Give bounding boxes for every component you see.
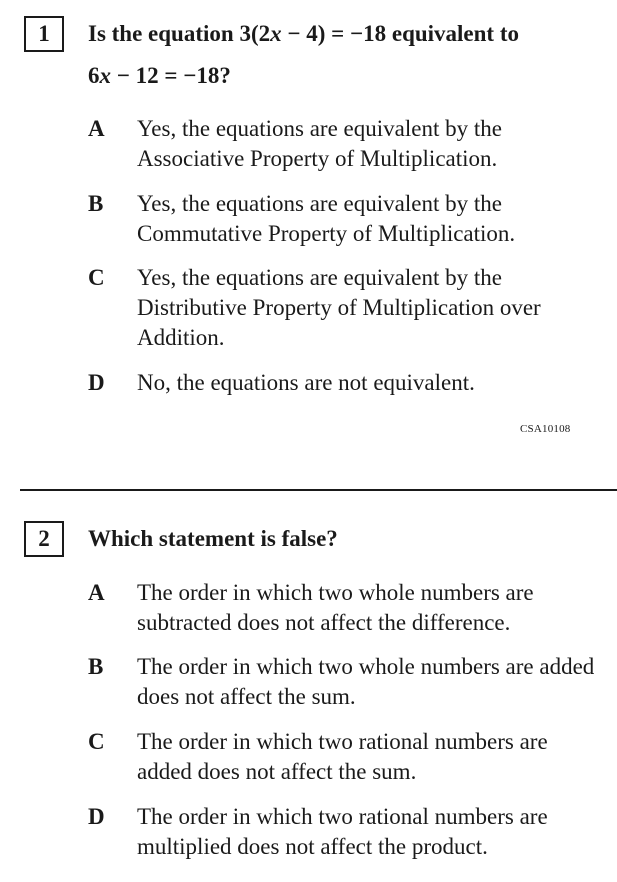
choice-letter: D xyxy=(88,804,105,829)
choice-letter: C xyxy=(88,729,105,754)
equation-1 xyxy=(239,21,386,46)
equation-1-right: − 4) = −18 xyxy=(281,21,387,46)
equation-1-variable: x xyxy=(270,21,282,46)
question-number: 1 xyxy=(24,16,64,52)
choice-text: Yes, the equations are equivalent by the Distributive Property of Multiplication over Addition. xyxy=(137,265,541,350)
choice-letter: A xyxy=(88,116,105,141)
choice-text: The order in which two whole numbers are subtracted does not affect the difference. xyxy=(137,580,534,635)
choice-text: The order in which two rational numbers are added does not affect the sum. xyxy=(137,729,548,784)
choice-text: Yes, the equations are equivalent by the Commutative Property of Multiplication. xyxy=(137,191,516,246)
choice-letter: D xyxy=(88,370,105,395)
choice-text: The order in which two rational numbers are multiplied does not affect the product. xyxy=(137,804,548,859)
choice-letter: B xyxy=(88,654,104,679)
item-code: CSA10108 xyxy=(520,423,571,435)
equation-2-left: 6 xyxy=(88,63,100,88)
stem-prefix: Is the equation xyxy=(88,21,240,46)
equation-2-variable: x xyxy=(99,63,111,88)
choice-letter: B xyxy=(88,191,104,216)
choice-text: No, the equations are not equivalent. xyxy=(137,370,475,395)
equation-2-right: − 12 = −18? xyxy=(111,63,231,88)
section-divider xyxy=(20,489,617,491)
question-stem: Which statement is false? xyxy=(88,526,338,551)
equation-2 xyxy=(88,63,231,88)
choice-letter: A xyxy=(88,580,105,605)
equation-1-left: 3(2 xyxy=(239,21,271,46)
stem-suffix: equivalent to xyxy=(386,21,519,46)
question-number: 2 xyxy=(24,521,64,557)
choice-text: Yes, the equations are equivalent by the Associative Property of Multiplication. xyxy=(137,116,502,171)
question-stem xyxy=(88,13,608,97)
choice-letter: C xyxy=(88,265,105,290)
choice-text: The order in which two whole numbers are added does not affect the sum. xyxy=(137,654,595,709)
